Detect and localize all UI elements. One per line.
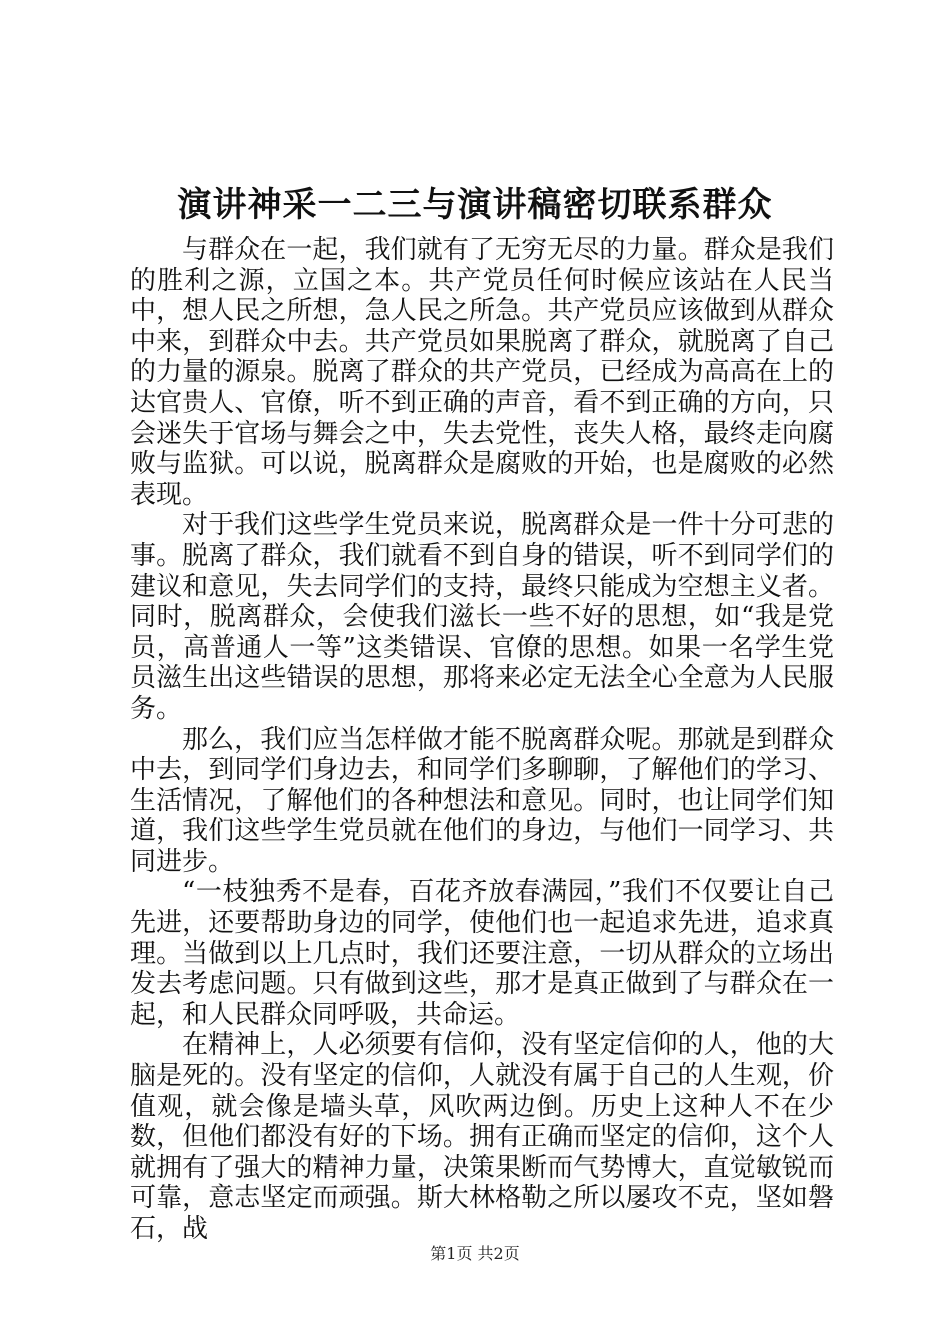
document-body	[130, 235, 834, 1245]
paragraph: 与群众在一起，我们就有了无穷无尽的力量。群众是我们的胜利之源，立国之本。共产党员任何时候应该站在人民当中，想人民之所想，急人民之所急。共产党员应该做到从群众中来，到群众中去。共产党员如果脱离了群众，就脱离了自己的力量的源泉。脱离了群众的共产党员，已经成为高高在上的达官贵人、官僚，听不到正确的声音，看不到正确的方向，只会迷失于官场与舞会之中，失去党性，丧失人格，最终走向腐败与监狱。可以说，脱离群众是腐败的开始，也是腐败的必然表现。	[130, 235, 834, 510]
page-footer: 第1页 共2页	[430, 1244, 520, 1263]
document-title: 演讲神采一二三与演讲稿密切联系群众	[177, 185, 773, 225]
paragraph: 在精神上，人必须要有信仰，没有坚定信仰的人，他的大脑是死的。没有坚定的信仰，人就没有属于自己的人生观，价值观，就会像是墙头草，风吹两边倒。历史上这种人不在少数，但他们都没有好的下场。拥有正确而坚定的信仰，这个人就拥有了强大的精神力量，决策果断而气势博大，直觉敏锐而可靠，意志坚定而顽强。斯大林格勒之所以屡攻不克，坚如磐石，战	[130, 1030, 834, 1244]
paragraph: 对于我们这些学生党员来说，脱离群众是一件十分可悲的事。脱离了群众，我们就看不到自身的错误，听不到同学们的建议和意见，失去同学们的支持，最终只能成为空想主义者。同时，脱离群众，会使我们滋长一些不好的思想，如“我是党员，高普通人一等”这类错误、官僚的思想。如果一名学生党员滋生出这些错误的思想，那将来必定无法全心全意为人民服务。	[130, 510, 834, 724]
paragraph: “一枝独秀不是春，百花齐放春满园，”我们不仅要让自己先进，还要帮助身边的同学，使他们也一起追求先进，追求真理。当做到以上几点时，我们还要注意，一切从群众的立场出发去考虑问题。只有做到这些，那才是真正做到了与群众在一起，和人民群众同呼吸，共命运。	[130, 877, 834, 1030]
paragraph: 那么，我们应当怎样做才能不脱离群众呢。那就是到群众中去，到同学们身边去，和同学们多聊聊，了解他们的学习、生活情况，了解他们的各种想法和意见。同时，也让同学们知道，我们这些学生党员就在他们的身边，与他们一同学习、共同进步。	[130, 724, 834, 877]
